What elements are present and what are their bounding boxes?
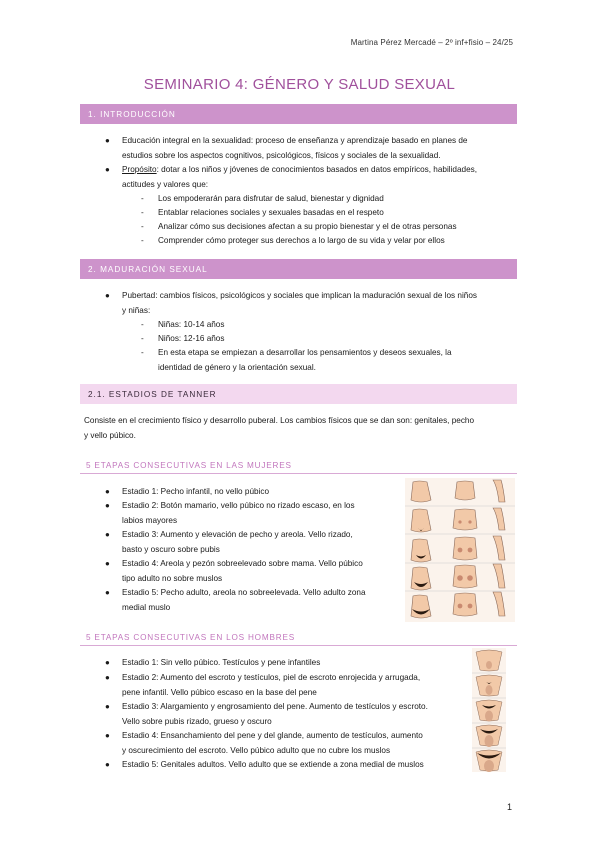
men-stage-5: ● Estadio 5: Genitales adultos. Vello adulto que se extiende a zona medial de muslos: [105, 760, 424, 769]
maturation-sub-item: - Niños: 12-16 años: [141, 334, 225, 343]
intro-sub-item: - Analizar cómo sus decisiones afectan a su propio bienestar y el de otras personas: [141, 222, 457, 231]
men-stage-4: ● Estadio 4: Ensanchamiento del pene y del glande, aumento de testículos, aumento y oscurecimiento del escroto. Vello púbico adulto que no cubre los muslos: [105, 731, 423, 755]
header-author-line: Martina Pérez Mercadé – 2º inf+fisio – 24/25: [350, 38, 513, 47]
women-stage-1: ● Estadio 1: Pecho infantil, no vello púbico: [105, 487, 270, 496]
document-title: SEMINARIO 4: GÉNERO Y SALUD SEXUAL: [143, 76, 456, 93]
bullet-dot: ●: [105, 136, 110, 145]
intro-sub-item: - Entablar relaciones sociales y sexuales basadas en el respeto: [141, 208, 384, 217]
intro-sub-item: - Los empoderarán para disfrutar de salud, bienestar y dignidad: [141, 194, 384, 203]
proposito-label: Propósito: [122, 165, 157, 174]
section-heading-introduccion: 1. INTRODUCCIÓN: [80, 104, 517, 124]
maturation-sub-item: - Niñas: 10-14 años: [141, 320, 225, 329]
intro-bullet-1: ● Educación integral en la sexualidad: proceso de enseñanza y aprendizaje basado en planes de estudios sobre los aspectos cognitivos, psicológicos, físicos y sociales de la sexualidad.: [105, 136, 468, 160]
intro-bullet-2: ● Propósito: dotar a los niños y jóvenes de conocimientos basados en datos empíricos, habilidades, actitudes y valores que:: [105, 165, 478, 189]
intro-sub-item: - Comprender cómo proteger sus derechos a lo largo de su vida y velar por ellos: [141, 236, 445, 245]
women-stage-5: ● Estadio 5: Pecho adulto, areola no sobreelevada. Vello adulto zona medial muslo: [105, 588, 366, 612]
section-heading-maduracion: 2. MADURACIÓN SEXUAL: [80, 259, 517, 279]
women-tanner-figure: [405, 478, 515, 622]
women-stage-2: ● Estadio 2: Botón mamario, vello púbico no rizado escaso, en los labios mayores: [105, 501, 355, 525]
maturation-bullet-1: ● Pubertad: cambios físicos, psicológicos y sociales que implican la maduración sexual de los niños y niñas:: [105, 291, 477, 315]
women-stage-4: ● Estadio 4: Areola y pezón sobreelevado sobre mama. Vello púbico tipo adulto no sobre muslos: [105, 559, 363, 583]
men-stages-heading: 5 ETAPAS CONSECUTIVAS EN LOS HOMBRES: [80, 633, 517, 646]
section-heading-tanner: 2.1. ESTADIOS DE TANNER: [80, 384, 517, 404]
page-number: 1: [506, 802, 512, 812]
maturation-sub-item: - En esta etapa se empiezan a desarrollar los pensamientos y deseos sexuales, la identidad de género y la orientación sexual.: [141, 348, 452, 372]
bullet-dot: ●: [105, 291, 110, 300]
women-stages-heading: 5 ETAPAS CONSECUTIVAS EN LAS MUJERES: [80, 461, 517, 474]
bullet-dot: ●: [105, 165, 110, 174]
men-stage-2: ● Estadio 2: Aumento del escroto y testículos, piel de escroto enrojecida y arrugada, pene infantil. Vello púbico escaso en la base del pene: [105, 673, 421, 697]
tanner-intro: Consiste en el crecimiento físico y desarrollo puberal. Los cambios físicos que se dan son: genitales, pecho y vello púbico.: [84, 416, 475, 440]
men-stage-3: ● Estadio 3: Alargamiento y engrosamiento del pene. Aumento de testículos y escroto. Vello sobre pubis rizado, grueso y oscuro: [105, 702, 428, 726]
men-stage-1: ● Estadio 1: Sin vello púbico. Testículos y pene infantiles: [105, 658, 321, 667]
men-tanner-figure: [472, 648, 506, 772]
women-stage-3: ● Estadio 3: Aumento y elevación de pecho y areola. Vello rizado, basto y oscuro sobre pubis: [105, 530, 353, 554]
